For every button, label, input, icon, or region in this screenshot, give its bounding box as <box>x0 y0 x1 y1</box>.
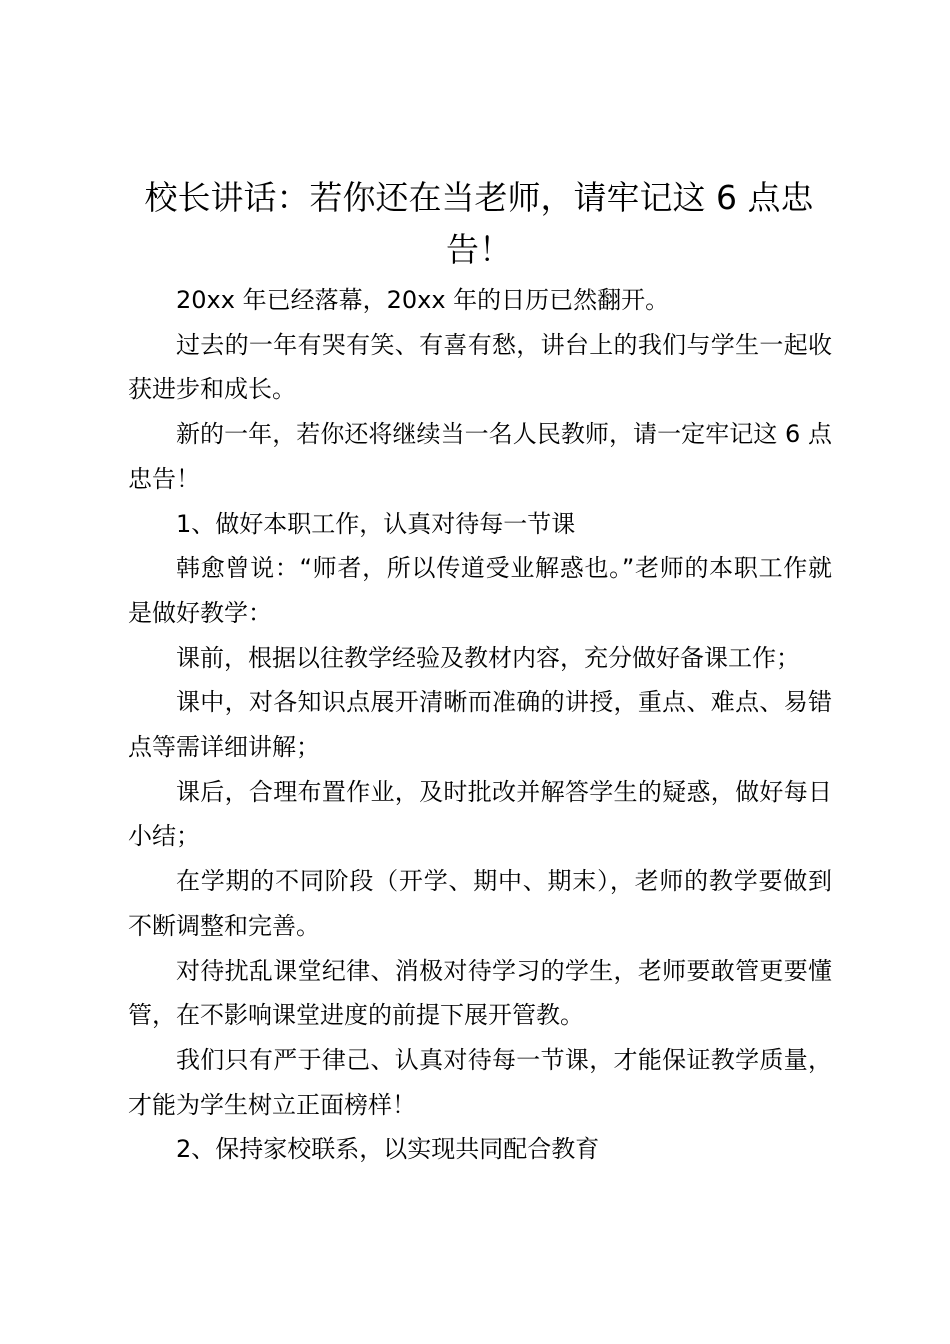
paragraph: 我们只有严于律己、认真对待每一节课，才能保证教学质量，才能为学生树立正面榜样！ <box>128 1045 832 1119</box>
paragraph: 新的一年，若你还将继续当一名人民教师，请一定牢记这 6 点忠告！ <box>128 420 832 493</box>
paragraph: 课前，根据以往教学经验及教材内容，充分做好备课工作； <box>176 643 800 672</box>
document-title: 校长讲话：若你还在当老师，请牢记这 6 点忠告！ <box>144 178 814 269</box>
paragraph: 对待扰乱课堂纪律、消极对待学习的学生，老师要敢管更要懂管，在不影响课堂进度的前提下展开管教。 <box>128 956 832 1030</box>
paragraph: 韩愈曾说：“师者，所以传道受业解惑也。”老师的本职工作就是做好教学： <box>128 554 832 627</box>
paragraph: 过去的一年有哭有笑、有喜有愁，讲台上的我们与学生一起收获进步和成长。 <box>128 330 832 404</box>
paragraph: 课后，合理布置作业，及时批改并解答学生的疑惑，做好每日小结； <box>128 777 832 851</box>
paragraph: 在学期的不同阶段（开学、期中、期末），老师的教学要做到不断调整和完善。 <box>128 867 832 940</box>
paragraph: 课中，对各知识点展开清晰而准确的讲授，重点、难点、易错点等需详细讲解； <box>128 688 832 762</box>
section-heading: 1、做好本职工作，认真对待每一节课 <box>176 509 576 538</box>
section-heading: 2、保持家校联系，以实现共同配合教育 <box>176 1135 600 1164</box>
document-body <box>128 278 832 1172</box>
paragraph: 20xx 年已经落幕，20xx 年的日历已然翻开。 <box>176 286 670 314</box>
